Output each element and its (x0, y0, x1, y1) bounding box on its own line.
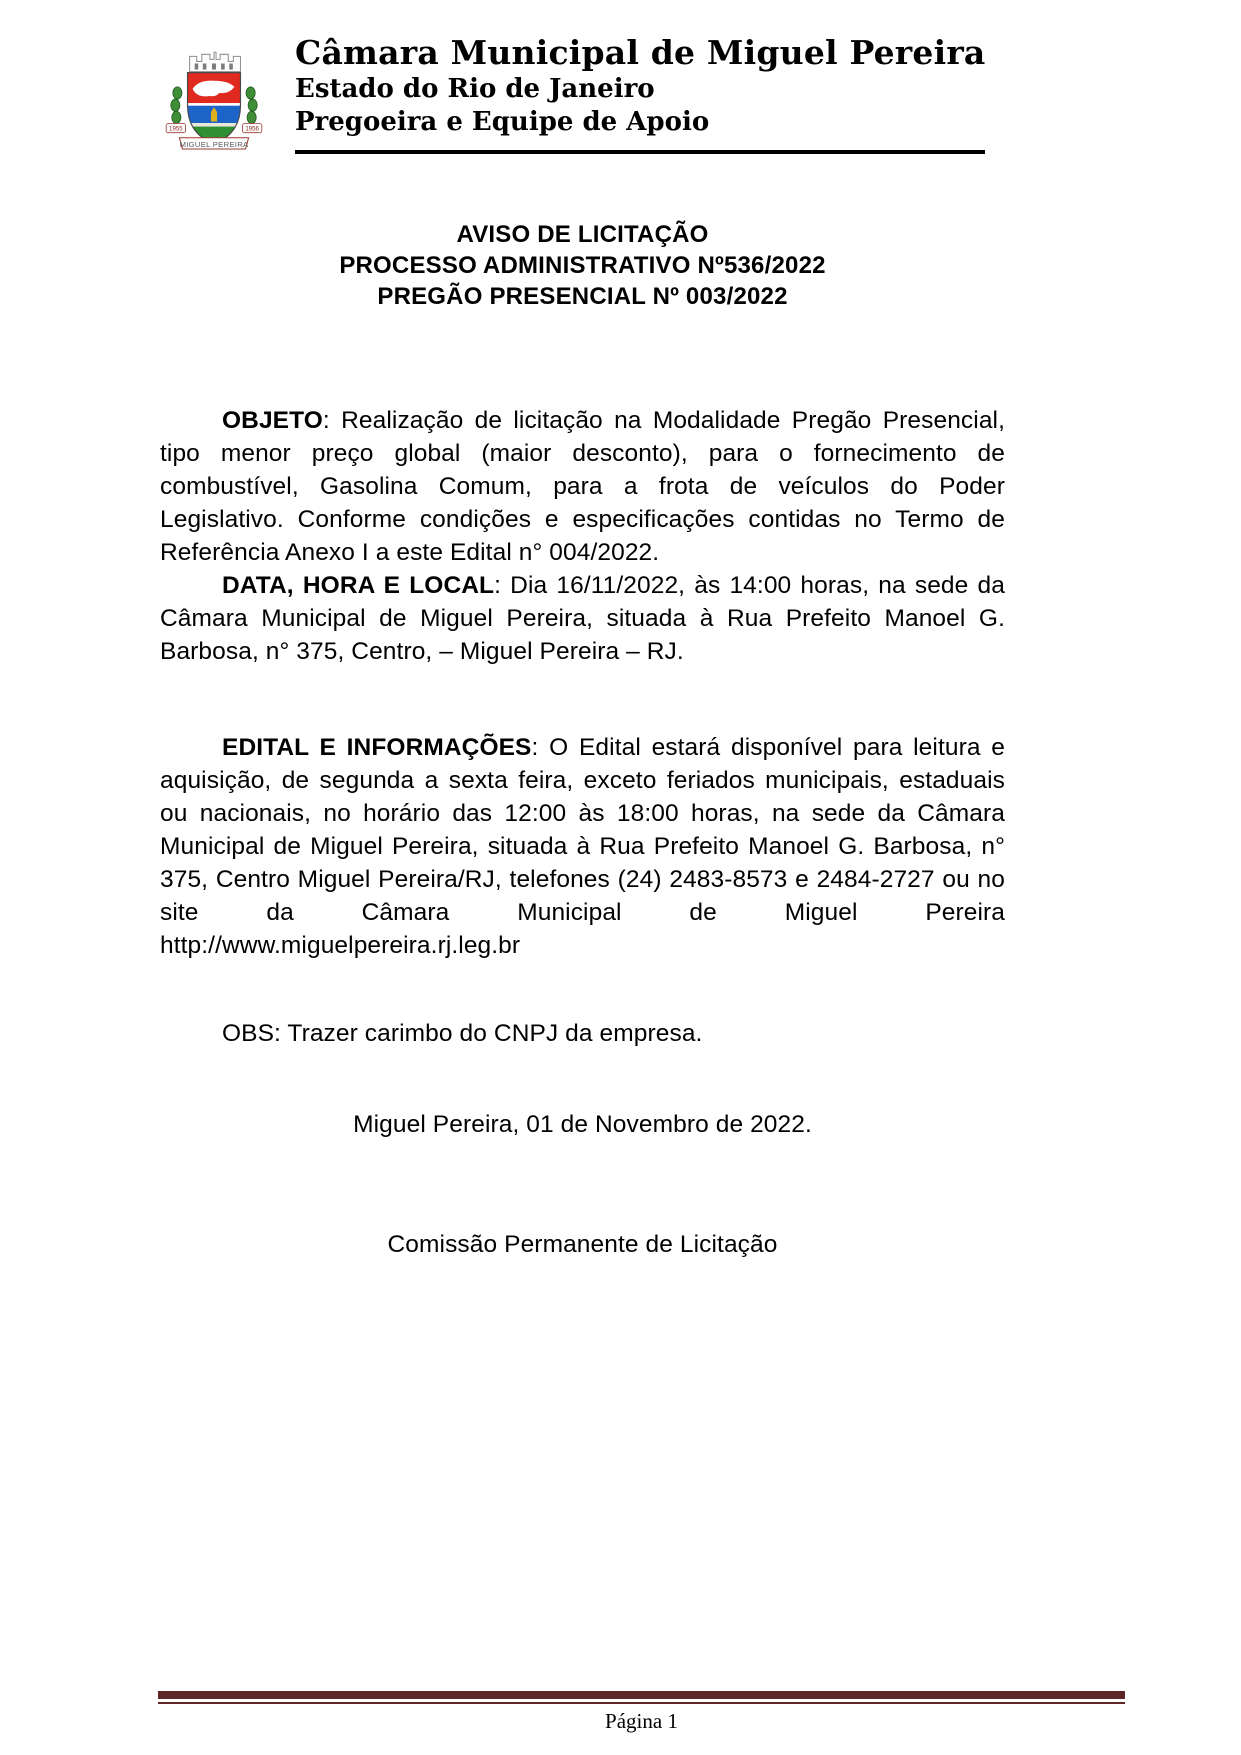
edital-text: : O Edital estará disponível para leitura e aquisição, de segunda a sexta feira, exceto feriados municipais, estaduais ou nacionais, no horário das 12:00 às 18:00 horas, na sede da Câmara Municipal de Miguel Pereira, situada à Rua Prefeito Manoel G. Barbosa, n° 375, Centro Miguel Pereira/RJ, telefones (24) 2483-8573 e 2484-2727 ou no site da Câmara Municipal de Miguel Pereira http://www.miguelpereira.rj.leg.br (160, 734, 1005, 959)
data-hora-local-text: : Dia 16/11/2022, às 14:00 horas, na sede da Câmara Municipal de Miguel Pereira, situada à Rua Prefeito Manoel G. Barbosa, n° 375, Centro, – Miguel Pereira – RJ. (160, 572, 1005, 665)
edital-label: EDITAL E INFORMAÇÕES (222, 734, 532, 761)
year-left-label: 1955 (169, 125, 183, 133)
objeto-label: OBJETO (222, 407, 323, 434)
obs-line: OBS: Trazer carimbo do CNPJ da empresa. (222, 1020, 703, 1047)
page-footer (158, 1691, 1125, 1734)
date-line: Miguel Pereira, 01 de Novembro de 2022. (353, 1111, 812, 1138)
objeto-text: : Realização de licitação na Modalidade Pregão Presencial, tipo menor preço global (maior desconto), para o fornecimento de combustível, Gasolina Comum, para a frota de veículos do Poder Legislativo. Conforme condições e especificações contidas no Termo de Referência Anexo I a este Edital n° 004/2022. (160, 407, 1005, 566)
mural-crown (190, 52, 241, 71)
footer-rule-thin (158, 1702, 1125, 1704)
state-line: Estado do Rio de Janeiro (295, 74, 655, 104)
paragraph-objeto (160, 404, 1005, 569)
document-body (160, 404, 1005, 1261)
paragraph-data-hora-local (160, 569, 1005, 668)
ribbon-label: MIGUEL PEREIRA (179, 139, 249, 149)
year-right-label: 1956 (245, 125, 259, 133)
paragraph-edital-informacoes (160, 731, 1005, 962)
laurel-branch-left (171, 87, 182, 124)
title-line-aviso: AVISO DE LICITAÇÃO (456, 221, 709, 248)
department-line: Pregoeira e Equipe de Apoio (295, 107, 710, 137)
header-divider (295, 150, 985, 154)
name-ribbon (179, 138, 249, 149)
data-hora-local-label: DATA, HORA E LOCAL (222, 572, 495, 599)
laurel-branch-right (246, 87, 257, 124)
letterhead (295, 33, 995, 139)
title-line-pregao: PREGÃO PRESENCIAL Nº 003/2022 (377, 283, 788, 310)
signature-line: Comissão Permanente de Licitação (387, 1231, 778, 1258)
document-title-block (160, 219, 1005, 312)
footer-rule-thick (158, 1691, 1125, 1699)
coat-of-arms-logo (163, 36, 265, 152)
organization-name: Câmara Municipal de Miguel Pereira (295, 33, 986, 72)
title-line-processo: PROCESSO ADMINISTRATIVO Nº536/2022 (339, 252, 826, 279)
page-number: Página 1 (605, 1709, 678, 1733)
coat-of-arms-graphic (163, 36, 265, 152)
